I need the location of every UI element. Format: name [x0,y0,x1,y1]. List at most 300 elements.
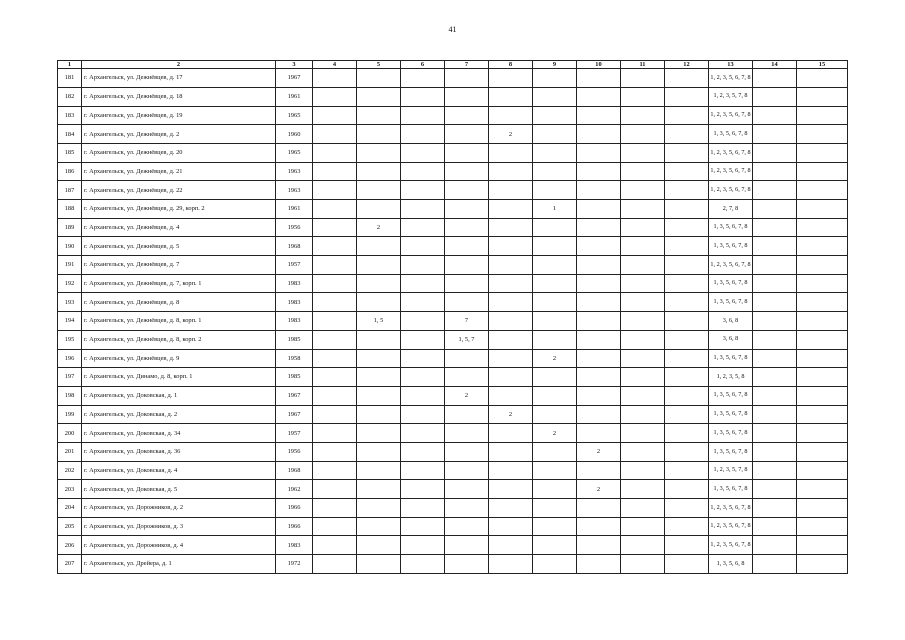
col12-cell [665,106,709,125]
table-row [58,499,848,518]
col8-cell [489,256,533,275]
col10-cell [577,405,621,424]
col10-cell [577,143,621,162]
col8-cell [489,424,533,443]
col11-cell [621,499,665,518]
col5-cell [357,237,401,256]
col5-cell [357,499,401,518]
col15-cell [797,405,848,424]
col5-cell [357,181,401,200]
col13-cell: 1, 3, 5, 6, 7, 8 [709,480,753,499]
address-cell: г. Архангельск, ул. Дежнёвцев, д. 17 [82,69,276,88]
row-number-cell: 195 [58,330,82,349]
col13-cell: 3, 6, 8 [709,330,753,349]
col13-cell: 1, 3, 5, 6, 7, 8 [709,125,753,144]
column-header: 14 [753,61,797,69]
col4-cell [313,69,357,88]
col12-cell [665,368,709,387]
col6-cell [401,555,445,574]
col8-cell: 2 [489,405,533,424]
col15-cell [797,125,848,144]
year-cell: 1968 [276,237,313,256]
table-row [58,69,848,88]
year-cell: 1965 [276,143,313,162]
year-cell: 1956 [276,218,313,237]
col6-cell [401,442,445,461]
col14-cell [753,330,797,349]
column-header: 11 [621,61,665,69]
table-row [58,162,848,181]
col6-cell [401,106,445,125]
col13-cell: 1, 2, 3, 5, 6, 7, 8 [709,536,753,555]
col6-cell [401,330,445,349]
table-row [58,218,848,237]
table-row [58,386,848,405]
col13-cell: 1, 2, 3, 5, 8 [709,368,753,387]
col9-cell [533,218,577,237]
col15-cell [797,386,848,405]
row-number-cell: 193 [58,293,82,312]
col8-cell [489,517,533,536]
col6-cell [401,293,445,312]
address-cell: г. Архангельск, ул. Дежнёвцев, д. 18 [82,87,276,106]
row-number-cell: 206 [58,536,82,555]
col8-cell [489,162,533,181]
col6-cell [401,499,445,518]
address-cell: г. Архангельск, ул. Дежнёвцев, д. 22 [82,181,276,200]
col11-cell [621,330,665,349]
col5-cell [357,480,401,499]
column-header: 5 [357,61,401,69]
col10-cell [577,200,621,219]
col6-cell [401,312,445,331]
col7-cell [445,218,489,237]
col7-cell: 1, 5, 7 [445,330,489,349]
col15-cell [797,237,848,256]
col4-cell [313,181,357,200]
row-number-cell: 199 [58,405,82,424]
col5-cell [357,349,401,368]
address-cell: г. Архангельск, ул. Дежнёвцев, д. 9 [82,349,276,368]
row-number-cell: 185 [58,143,82,162]
col6-cell [401,69,445,88]
table-row [58,330,848,349]
year-cell: 1967 [276,386,313,405]
table-row [58,536,848,555]
col7-cell: 2 [445,386,489,405]
col4-cell [313,480,357,499]
col7-cell [445,499,489,518]
col6-cell [401,143,445,162]
year-cell: 1963 [276,162,313,181]
table-row [58,143,848,162]
col15-cell [797,555,848,574]
col15-cell [797,162,848,181]
col12-cell [665,330,709,349]
address-cell: г. Архангельск, ул. Динамо, д. 8, корп. 1 [82,368,276,387]
row-number-cell: 190 [58,237,82,256]
col8-cell [489,330,533,349]
col11-cell [621,125,665,144]
row-number-cell: 188 [58,200,82,219]
col7-cell [445,405,489,424]
col7-cell [445,517,489,536]
col7-cell [445,237,489,256]
col9-cell [533,330,577,349]
row-number-cell: 201 [58,442,82,461]
col8-cell [489,442,533,461]
row-number-cell: 187 [58,181,82,200]
table-row [58,461,848,480]
col10-cell [577,106,621,125]
table-row [58,424,848,443]
table-row [58,200,848,219]
col10-cell [577,69,621,88]
col5-cell [357,200,401,219]
col4-cell [313,106,357,125]
col6-cell [401,125,445,144]
year-cell: 1966 [276,499,313,518]
col10-cell [577,368,621,387]
col4-cell [313,200,357,219]
col4-cell [313,555,357,574]
col15-cell [797,256,848,275]
col12-cell [665,405,709,424]
col9-cell [533,125,577,144]
address-cell: г. Архангельск, ул. Дежнёвцев, д. 29, корп. 2 [82,200,276,219]
address-cell: г. Архангельск, ул. Дежнёвцев, д. 2 [82,125,276,144]
col7-cell [445,461,489,480]
col15-cell [797,536,848,555]
col5-cell: 2 [357,218,401,237]
address-cell: г. Архангельск, ул. Доковская, д. 1 [82,386,276,405]
col9-cell: 2 [533,424,577,443]
col13-cell: 1, 3, 5, 6, 7, 8 [709,274,753,293]
col11-cell [621,274,665,293]
row-number-cell: 183 [58,106,82,125]
col14-cell [753,162,797,181]
col14-cell [753,368,797,387]
col10-cell [577,424,621,443]
col7-cell [445,536,489,555]
col11-cell [621,106,665,125]
column-header: 7 [445,61,489,69]
column-header: 6 [401,61,445,69]
col9-cell [533,517,577,536]
col7-cell [445,200,489,219]
col5-cell [357,405,401,424]
col12-cell [665,274,709,293]
address-cell: г. Архангельск, ул. Доковская, д. 34 [82,424,276,443]
col6-cell [401,368,445,387]
col4-cell [313,143,357,162]
table-row [58,480,848,499]
col15-cell [797,274,848,293]
col11-cell [621,536,665,555]
column-header: 10 [577,61,621,69]
col15-cell [797,218,848,237]
col8-cell [489,386,533,405]
col5-cell [357,293,401,312]
col6-cell [401,256,445,275]
col13-cell: 1, 2, 3, 5, 6, 7, 8 [709,106,753,125]
col7-cell [445,162,489,181]
col9-cell: 2 [533,349,577,368]
col8-cell [489,349,533,368]
col12-cell [665,461,709,480]
col14-cell [753,181,797,200]
col10-cell [577,312,621,331]
row-number-cell: 202 [58,461,82,480]
column-header: 12 [665,61,709,69]
col5-cell [357,442,401,461]
col8-cell [489,143,533,162]
row-number-cell: 203 [58,480,82,499]
col4-cell [313,405,357,424]
row-number-cell: 191 [58,256,82,275]
row-number-cell: 181 [58,69,82,88]
col6-cell [401,218,445,237]
col12-cell [665,125,709,144]
address-cell: г. Архангельск, ул. Дежнёвцев, д. 20 [82,143,276,162]
col10-cell [577,499,621,518]
column-header: 1 [58,61,82,69]
row-number-cell: 198 [58,386,82,405]
col15-cell [797,106,848,125]
col11-cell [621,461,665,480]
col13-cell: 1, 2, 3, 5, 6, 7, 8 [709,162,753,181]
col12-cell [665,237,709,256]
col12-cell [665,386,709,405]
address-cell: г. Архангельск, ул. Доковская, д. 5 [82,480,276,499]
col8-cell [489,106,533,125]
col4-cell [313,424,357,443]
col5-cell [357,274,401,293]
col10-cell [577,256,621,275]
year-cell: 1967 [276,69,313,88]
col9-cell [533,181,577,200]
year-cell: 1983 [276,293,313,312]
col12-cell [665,162,709,181]
col15-cell [797,181,848,200]
col10-cell [577,349,621,368]
col13-cell: 1, 2, 3, 5, 6, 7, 8 [709,181,753,200]
col9-cell [533,69,577,88]
col13-cell: 2, 7, 8 [709,200,753,219]
col15-cell [797,330,848,349]
col13-cell: 1, 3, 5, 6, 7, 8 [709,424,753,443]
year-cell: 1961 [276,87,313,106]
col14-cell [753,237,797,256]
year-cell: 1962 [276,480,313,499]
col15-cell [797,499,848,518]
col13-cell: 1, 3, 5, 6, 8 [709,555,753,574]
row-number-cell: 205 [58,517,82,536]
col6-cell [401,405,445,424]
col14-cell [753,555,797,574]
col5-cell [357,330,401,349]
row-number-cell: 182 [58,87,82,106]
col5-cell [357,517,401,536]
col7-cell [445,555,489,574]
col15-cell [797,368,848,387]
col5-cell [357,69,401,88]
col7-cell [445,424,489,443]
table-row [58,555,848,574]
col13-cell: 1, 3, 5, 6, 7, 8 [709,405,753,424]
col12-cell [665,69,709,88]
col15-cell [797,442,848,461]
col8-cell [489,218,533,237]
col13-cell: 1, 2, 3, 5, 6, 7, 8 [709,517,753,536]
col7-cell [445,480,489,499]
column-header: 15 [797,61,848,69]
table-row [58,517,848,536]
col11-cell [621,143,665,162]
col9-cell [533,143,577,162]
col4-cell [313,87,357,106]
col4-cell [313,256,357,275]
row-number-cell: 200 [58,424,82,443]
col9-cell [533,386,577,405]
col14-cell [753,517,797,536]
year-cell: 1983 [276,274,313,293]
col14-cell [753,218,797,237]
col15-cell [797,293,848,312]
col10-cell [577,461,621,480]
col9-cell: 1 [533,200,577,219]
col10-cell [577,536,621,555]
col13-cell: 3, 6, 8 [709,312,753,331]
col6-cell [401,87,445,106]
col5-cell [357,256,401,275]
col13-cell: 1, 2, 3, 5, 6, 7, 8 [709,499,753,518]
col11-cell [621,218,665,237]
col13-cell: 1, 3, 5, 6, 7, 8 [709,386,753,405]
col10-cell [577,237,621,256]
col12-cell [665,256,709,275]
address-cell: г. Архангельск, ул. Дежнёвцев, д. 8 [82,293,276,312]
col12-cell [665,218,709,237]
column-header: 2 [82,61,276,69]
col4-cell [313,218,357,237]
col12-cell [665,143,709,162]
col9-cell [533,162,577,181]
col14-cell [753,499,797,518]
year-cell: 1956 [276,442,313,461]
col11-cell [621,162,665,181]
col15-cell [797,424,848,443]
table-row [58,256,848,275]
header-row [58,61,848,69]
col8-cell [489,555,533,574]
col15-cell [797,312,848,331]
col14-cell [753,256,797,275]
col7-cell [445,125,489,144]
col14-cell [753,442,797,461]
col14-cell [753,461,797,480]
col12-cell [665,499,709,518]
col7-cell: 7 [445,312,489,331]
col7-cell [445,181,489,200]
col10-cell [577,555,621,574]
year-cell: 1966 [276,517,313,536]
col5-cell [357,386,401,405]
col10-cell [577,218,621,237]
col12-cell [665,312,709,331]
col9-cell [533,293,577,312]
col9-cell [533,405,577,424]
col5-cell [357,555,401,574]
col9-cell [533,536,577,555]
row-number-cell: 192 [58,274,82,293]
col7-cell [445,106,489,125]
col6-cell [401,424,445,443]
year-cell: 1960 [276,125,313,144]
col14-cell [753,87,797,106]
col11-cell [621,293,665,312]
col4-cell [313,293,357,312]
col4-cell [313,386,357,405]
year-cell: 1961 [276,200,313,219]
col5-cell [357,143,401,162]
col11-cell [621,517,665,536]
table-row [58,312,848,331]
address-cell: г. Архангельск, ул. Дежнёвцев, д. 5 [82,237,276,256]
col15-cell [797,461,848,480]
col12-cell [665,181,709,200]
col11-cell [621,237,665,256]
col7-cell [445,442,489,461]
address-cell: г. Архангельск, ул. Дежнёвцев, д. 4 [82,218,276,237]
col4-cell [313,461,357,480]
col6-cell [401,536,445,555]
col4-cell [313,312,357,331]
col9-cell [533,87,577,106]
table-row [58,293,848,312]
col8-cell [489,312,533,331]
address-cell: г. Архангельск, ул. Дорожников, д. 3 [82,517,276,536]
col13-cell: 1, 2, 3, 5, 6, 7, 8 [709,69,753,88]
address-cell: г. Архангельск, ул. Доковская, д. 2 [82,405,276,424]
col14-cell [753,274,797,293]
col9-cell [533,274,577,293]
col12-cell [665,293,709,312]
col6-cell [401,461,445,480]
col15-cell [797,480,848,499]
col13-cell: 1, 2, 3, 5, 7, 8 [709,87,753,106]
col8-cell [489,368,533,387]
address-cell: г. Архангельск, ул. Дежнёвцев, д. 8, корп. 1 [82,312,276,331]
col6-cell [401,517,445,536]
col8-cell [489,461,533,480]
col8-cell [489,480,533,499]
col5-cell [357,162,401,181]
col8-cell [489,181,533,200]
col13-cell: 1, 3, 5, 6, 7, 8 [709,218,753,237]
col13-cell: 1, 3, 5, 6, 7, 8 [709,349,753,368]
col11-cell [621,349,665,368]
col6-cell [401,162,445,181]
table-row [58,87,848,106]
col11-cell [621,256,665,275]
col10-cell: 2 [577,480,621,499]
col6-cell [401,200,445,219]
address-cell: г. Архангельск, ул. Доковская, д. 4 [82,461,276,480]
col5-cell: 1, 5 [357,312,401,331]
col11-cell [621,555,665,574]
col11-cell [621,87,665,106]
